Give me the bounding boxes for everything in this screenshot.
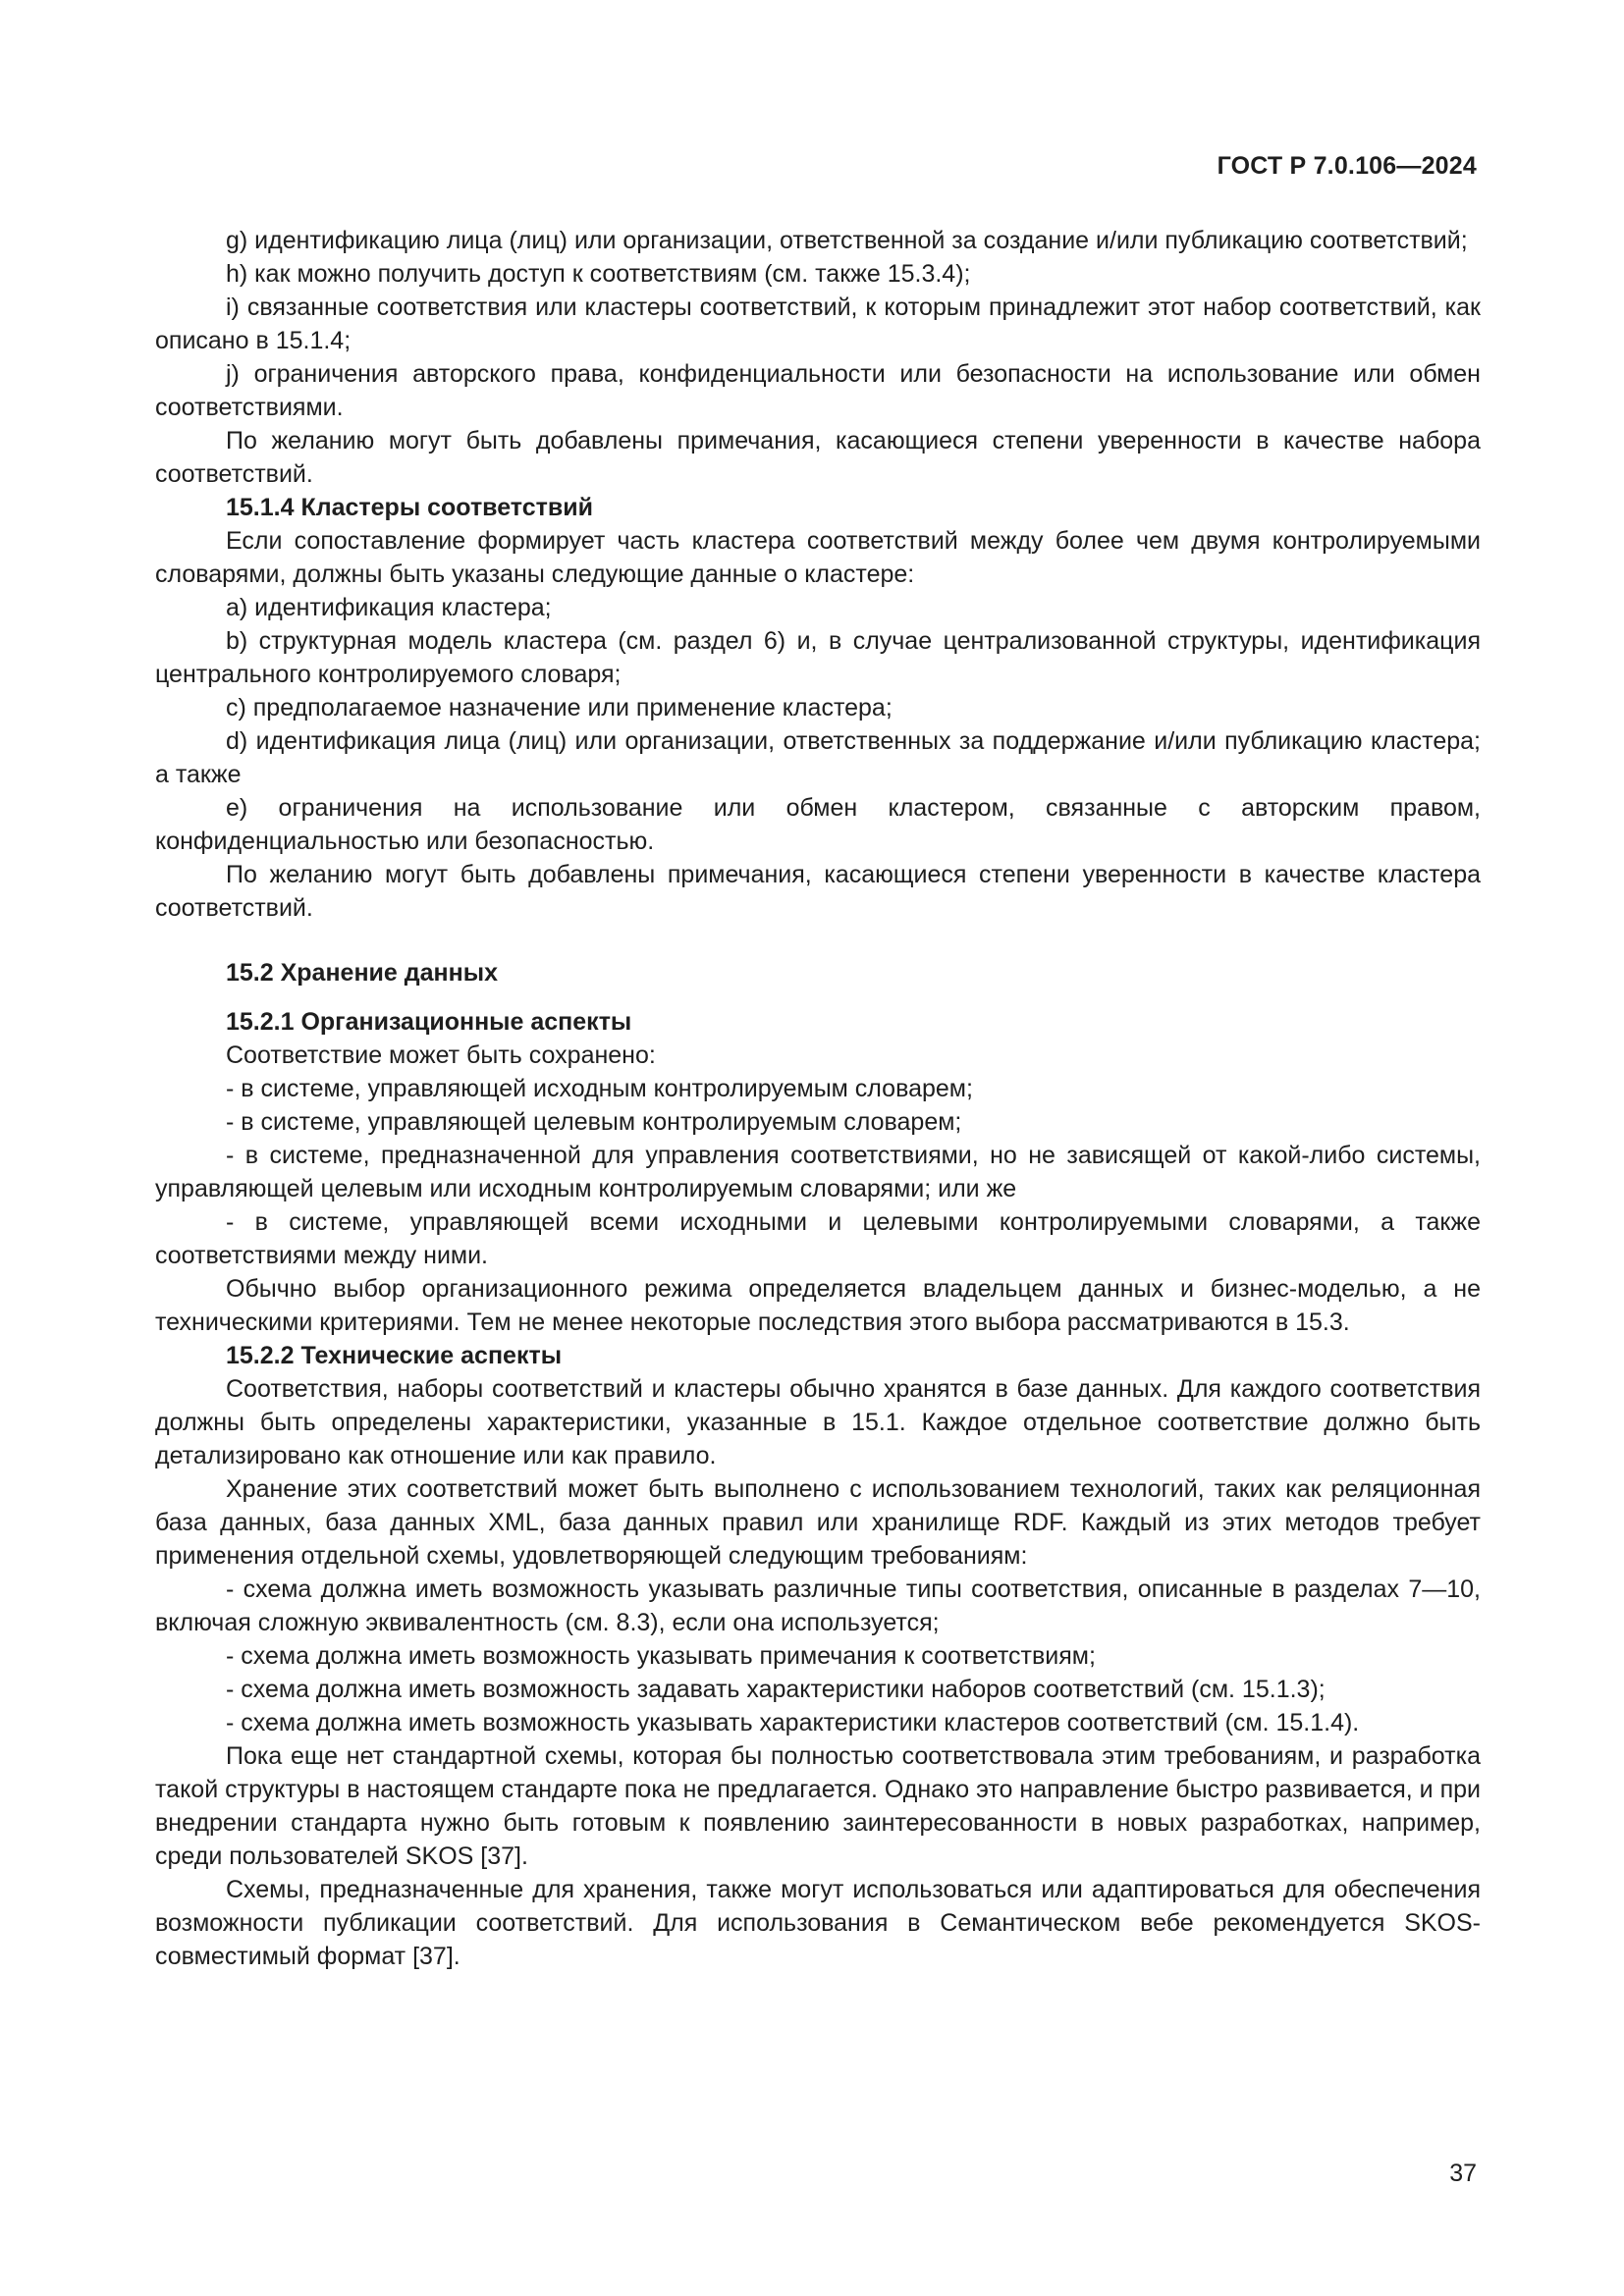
list-item-h: h) как можно получить доступ к соответствиям (см. также 15.3.4);: [226, 260, 971, 288]
bullet-item: - схема должна иметь возможность задавать характеристики наборов соответствий (см. 15.1.3);: [226, 1676, 1326, 1703]
page-number: 37: [1449, 2160, 1477, 2187]
bullet-item: - схема должна иметь возможность указывать примечания к соответствиям;: [226, 1642, 1096, 1670]
paragraph-cluster-intro: Если сопоставление формирует часть кластера соответствий между более чем двумя контролируемыми словарями, должны быть указаны следующие данные о кластере:: [155, 527, 1481, 588]
bullet-item: - схема должна иметь возможность указывать различные типы соответствия, описанные в разделах 7—10, включая сложную эквивалентность (см. 8.3), если она используется;: [155, 1575, 1481, 1636]
bullet-item: - в системе, управляющей всеми исходными и целевыми контролируемыми словарями, а также соответствиями между ними.: [155, 1208, 1481, 1269]
list-item-e: e) ограничения на использование или обмен кластером, связанные с авторским правом, конфиденциальностью или безопасностью.: [155, 794, 1481, 855]
bullet-item: - в системе, управляющей целевым контролируемым словарем;: [226, 1108, 962, 1136]
standard-header: ГОСТ Р 7.0.106—2024: [1217, 152, 1477, 180]
list-item-d: d) идентификация лица (лиц) или организации, ответственных за поддержание и/или публикацию кластера; а также: [155, 727, 1481, 788]
paragraph-publication-schemas: Схемы, предназначенные для хранения, также могут использоваться или адаптироваться для обеспечения возможности публикации соответствий. Для использования в Семантическом вебе рекомендуется SKOS-совместимый формат [37].: [155, 1876, 1481, 1970]
list-item-i: i) связанные соответствия или кластеры соответствий, к которым принадлежит этот набор соответствий, как описано в 15.1.4;: [155, 294, 1481, 354]
paragraph-notes-cluster: По желанию могут быть добавлены примечания, касающиеся степени уверенности в качестве кластера соответствий.: [155, 861, 1481, 922]
paragraph-notes-set: По желанию могут быть добавлены примечания, касающиеся степени уверенности в качестве набора соответствий.: [155, 427, 1481, 488]
list-item-c: c) предполагаемое назначение или применение кластера;: [226, 694, 893, 721]
section-heading-15-2: 15.2 Хранение данных: [226, 959, 499, 987]
section-heading-15-2-2: 15.2.2 Технические аспекты: [226, 1342, 563, 1369]
list-item-b: b) структурная модель кластера (см. раздел 6) и, в случае централизованной структуры, идентификация центрального контролируемого словаря;: [155, 627, 1481, 688]
list-item-j: j) ограничения авторского права, конфиденциальности или безопасности на использование или обмен соответствиями.: [155, 360, 1481, 421]
list-item-a: a) идентификация кластера;: [226, 594, 552, 621]
paragraph-tech-storage: Соответствия, наборы соответствий и кластеры обычно хранятся в базе данных. Для каждого соответствия должны быть определены характеристики, указанные в 15.1. Каждое отдельное соответствие должно быть детализировано как отношение или как правило.: [155, 1375, 1481, 1469]
bullet-item: - схема должна иметь возможность указывать характеристики кластеров соответствий (см. 15.1.4).: [226, 1709, 1360, 1736]
paragraph-org-mode: Обычно выбор организационного режима определяется владельцем данных и бизнес-моделью, а не техническими критериями. Тем не менее некоторые последствия этого выбора рассматриваются в 15.3.: [155, 1275, 1481, 1336]
page-body: [155, 224, 1481, 1973]
section-heading-15-2-1: 15.2.1 Организационные аспекты: [226, 1008, 632, 1036]
bullet-item: - в системе, предназначенной для управления соответствиями, но не зависящей от какой-либо системы, управляющей целевым или исходным контролируемым словарями; или же: [155, 1142, 1481, 1202]
paragraph-tech-methods: Хранение этих соответствий может быть выполнено с использованием технологий, таких как реляционная база данных, база данных XML, база данных правил или хранилище RDF. Каждый из этих методов требует применения отдельной схемы, удовлетворяющей следующим требованиям:: [155, 1475, 1481, 1570]
bullet-item: - в системе, управляющей исходным контролируемым словарем;: [226, 1075, 973, 1102]
list-item-g: g) идентификацию лица (лиц) или организации, ответственной за создание и/или публикацию соответствий;: [226, 227, 1468, 254]
paragraph-no-standard-schema: Пока еще нет стандартной схемы, которая бы полностью соответствовала этим требованиям, и разработка такой структуры в настоящем стандарте пока не предлагается. Однако это направление быстро развивается, и при внедрении стандарта нужно быть готовым к появлению заинтересованности в новых разработках, например, среди пользователей SKOS [37].: [155, 1742, 1481, 1870]
section-heading-15-1-4: 15.1.4 Кластеры соответствий: [226, 494, 593, 521]
paragraph-storage-intro: Соответствие может быть сохранено:: [226, 1041, 656, 1069]
